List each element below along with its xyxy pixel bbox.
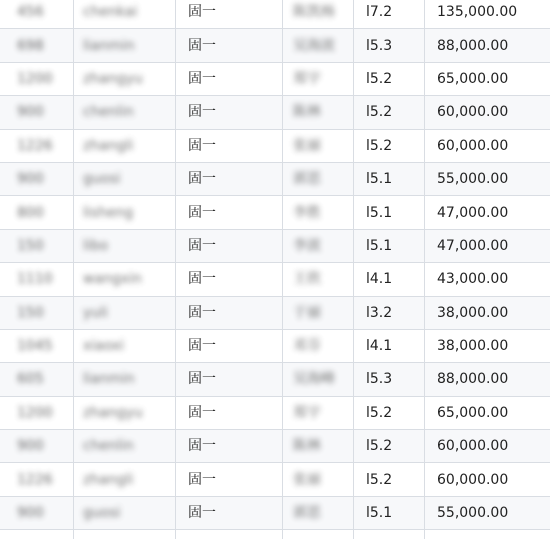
username-cell xyxy=(74,496,176,529)
table-row xyxy=(0,96,550,129)
table-row xyxy=(0,396,550,429)
type-cell-text: 固一 xyxy=(188,505,216,522)
salary-cell-text: 65,000.00 xyxy=(437,404,509,421)
level-cell xyxy=(354,62,425,95)
name-cell xyxy=(283,29,354,62)
table-row xyxy=(0,263,550,296)
level-cell-text: l5.3 xyxy=(366,371,393,388)
name-cell xyxy=(283,430,354,463)
type-cell-text: 固一 xyxy=(188,104,216,121)
id-cell-text: 456 xyxy=(17,4,44,21)
salary-cell xyxy=(425,229,550,262)
type-cell xyxy=(176,62,283,95)
salary-cell-text: 60,000.00 xyxy=(437,471,509,488)
salary-cell-text: 55,000.00 xyxy=(437,505,509,522)
username-cell xyxy=(74,129,176,162)
id-cell xyxy=(0,129,74,162)
salary-cell xyxy=(425,530,550,539)
name-cell-text: 陈林 xyxy=(293,438,321,455)
level-cell-text: l5.2 xyxy=(366,404,393,421)
table-row xyxy=(0,530,550,539)
salary-cell xyxy=(425,96,550,129)
username-cell-text: zhangli xyxy=(83,471,134,488)
level-cell xyxy=(354,196,425,229)
level-cell xyxy=(354,430,425,463)
type-cell-text: 固一 xyxy=(188,37,216,54)
type-cell xyxy=(176,129,283,162)
salary-cell-text: 43,000.00 xyxy=(437,271,509,288)
level-cell-text: l5.2 xyxy=(366,104,393,121)
username-cell-text: yuli xyxy=(83,304,108,321)
level-cell xyxy=(354,162,425,195)
level-cell xyxy=(354,329,425,362)
username-cell xyxy=(74,62,176,95)
type-cell xyxy=(176,396,283,429)
username-cell xyxy=(74,196,176,229)
type-cell xyxy=(176,96,283,129)
table-row xyxy=(0,162,550,195)
id-cell xyxy=(0,263,74,296)
name-cell xyxy=(283,329,354,362)
level-cell xyxy=(354,530,425,539)
name-cell-text: 郑宇 xyxy=(293,70,321,87)
level-cell xyxy=(354,0,425,29)
name-cell-text: 王欣 xyxy=(293,271,321,288)
id-cell-text: 1226 xyxy=(17,137,53,154)
salary-cell-text: 88,000.00 xyxy=(437,37,509,54)
username-cell xyxy=(74,396,176,429)
table-row xyxy=(0,29,550,62)
name-cell-text: 于丽 xyxy=(293,304,321,321)
level-cell xyxy=(354,229,425,262)
salary-cell-text: 60,000.00 xyxy=(437,104,509,121)
name-cell-text: 邓芬 xyxy=(293,338,321,355)
id-cell-text: 1226 xyxy=(17,471,53,488)
username-cell-text: lisheng xyxy=(83,204,134,221)
type-cell xyxy=(176,229,283,262)
id-cell xyxy=(0,162,74,195)
username-cell-text: chenkai xyxy=(83,4,138,21)
id-cell xyxy=(0,196,74,229)
level-cell xyxy=(354,463,425,496)
username-cell xyxy=(74,162,176,195)
username-cell xyxy=(74,96,176,129)
name-cell xyxy=(283,496,354,529)
id-cell xyxy=(0,229,74,262)
level-cell xyxy=(354,496,425,529)
salary-cell xyxy=(425,329,550,362)
salary-cell xyxy=(425,0,550,29)
id-cell xyxy=(0,296,74,329)
type-cell xyxy=(176,496,283,529)
salary-cell-text: 38,000.00 xyxy=(437,338,509,355)
type-cell-text: 固一 xyxy=(188,171,216,188)
salary-cell-text: 38,000.00 xyxy=(437,304,509,321)
id-cell xyxy=(0,463,74,496)
level-cell xyxy=(354,296,425,329)
level-cell xyxy=(354,363,425,396)
name-cell-text: 张丽 xyxy=(293,137,321,154)
level-cell-text: l4.1 xyxy=(366,338,393,355)
name-cell xyxy=(283,263,354,296)
name-cell-text: 李波 xyxy=(293,237,321,254)
id-cell xyxy=(0,29,74,62)
username-cell xyxy=(74,329,176,362)
name-cell-text: 李胜 xyxy=(293,204,321,221)
type-cell-text: 固一 xyxy=(188,4,216,21)
id-cell-text: 150 xyxy=(17,304,44,321)
salary-cell-text: 88,000.00 xyxy=(437,371,509,388)
salary-cell xyxy=(425,29,550,62)
level-cell xyxy=(354,129,425,162)
id-cell-text: 1200 xyxy=(17,404,53,421)
id-cell-text: 698 xyxy=(17,37,44,54)
salary-cell xyxy=(425,430,550,463)
username-cell-text: guosi xyxy=(83,505,121,522)
username-cell xyxy=(74,463,176,496)
name-cell xyxy=(283,396,354,429)
salary-cell-text: 60,000.00 xyxy=(437,137,509,154)
name-cell-text: 吴海波 xyxy=(293,37,335,54)
type-cell-text: 固一 xyxy=(188,137,216,154)
id-cell xyxy=(0,96,74,129)
salary-cell xyxy=(425,396,550,429)
type-cell-text: 固一 xyxy=(188,204,216,221)
level-cell-text: l7.2 xyxy=(366,4,393,21)
username-cell xyxy=(74,363,176,396)
id-cell-text: 900 xyxy=(17,171,44,188)
username-cell-text: guosi xyxy=(83,171,121,188)
id-cell xyxy=(0,496,74,529)
table-row xyxy=(0,430,550,463)
id-cell-text: 900 xyxy=(17,438,44,455)
type-cell xyxy=(176,530,283,539)
type-cell xyxy=(176,329,283,362)
id-cell xyxy=(0,0,74,29)
level-cell-text: l5.3 xyxy=(366,37,393,54)
salary-cell-text: 65,000.00 xyxy=(437,70,509,87)
name-cell xyxy=(283,129,354,162)
salary-cell xyxy=(425,496,550,529)
type-cell-text: 固一 xyxy=(188,471,216,488)
type-cell-text: 固一 xyxy=(188,237,216,254)
name-cell-text: 吴海峰 xyxy=(293,371,335,388)
username-cell-text: zhangyu xyxy=(83,404,143,421)
username-cell xyxy=(74,430,176,463)
id-cell xyxy=(0,62,74,95)
table-row xyxy=(0,463,550,496)
type-cell-text: 固一 xyxy=(188,304,216,321)
id-cell-text: 900 xyxy=(17,104,44,121)
name-cell-text: 张丽 xyxy=(293,471,321,488)
salary-cell xyxy=(425,129,550,162)
id-cell xyxy=(0,396,74,429)
name-cell-text: 郭思 xyxy=(293,505,321,522)
name-cell-text: 郑宇 xyxy=(293,404,321,421)
name-cell-text: 郭思 xyxy=(293,171,321,188)
salary-cell-text: 47,000.00 xyxy=(437,204,509,221)
table-row xyxy=(0,229,550,262)
table-row xyxy=(0,0,550,29)
type-cell xyxy=(176,162,283,195)
type-cell-text: 固一 xyxy=(188,404,216,421)
salary-cell xyxy=(425,463,550,496)
username-cell-text: wangxin xyxy=(83,271,142,288)
type-cell xyxy=(176,29,283,62)
salary-cell xyxy=(425,296,550,329)
type-cell xyxy=(176,196,283,229)
salary-cell xyxy=(425,196,550,229)
id-cell xyxy=(0,329,74,362)
salary-cell-text: 135,000.00 xyxy=(437,4,518,21)
username-cell-text: lianmin xyxy=(83,37,135,54)
type-cell-text: 固一 xyxy=(188,371,216,388)
salary-cell-text: 55,000.00 xyxy=(437,171,509,188)
level-cell-text: l4.1 xyxy=(366,271,393,288)
level-cell xyxy=(354,263,425,296)
name-cell xyxy=(283,0,354,29)
level-cell-text: l5.2 xyxy=(366,471,393,488)
username-cell xyxy=(74,0,176,29)
id-cell-text: 1200 xyxy=(17,70,53,87)
username-cell-text: chenlin xyxy=(83,104,134,121)
name-cell xyxy=(283,62,354,95)
name-cell xyxy=(283,363,354,396)
table-row xyxy=(0,363,550,396)
name-cell xyxy=(283,296,354,329)
username-cell-text: zhangli xyxy=(83,137,134,154)
username-cell-text: chenlin xyxy=(83,438,134,455)
type-cell-text: 固一 xyxy=(188,70,216,87)
username-cell-text: libo xyxy=(83,237,109,254)
type-cell xyxy=(176,296,283,329)
table-row xyxy=(0,296,550,329)
username-cell xyxy=(74,263,176,296)
name-cell-text: 陈林 xyxy=(293,104,321,121)
table-row xyxy=(0,196,550,229)
type-cell xyxy=(176,0,283,29)
type-cell xyxy=(176,430,283,463)
salary-cell-text: 47,000.00 xyxy=(437,237,509,254)
salary-cell xyxy=(425,62,550,95)
id-cell-text: 1110 xyxy=(17,271,53,288)
name-cell xyxy=(283,162,354,195)
level-cell-text: l3.2 xyxy=(366,304,393,321)
level-cell-text: l5.1 xyxy=(366,204,393,221)
level-cell xyxy=(354,96,425,129)
table-row xyxy=(0,496,550,529)
level-cell xyxy=(354,29,425,62)
username-cell-text: xiaoxi xyxy=(83,338,125,355)
name-cell-text: 陈凯杨 xyxy=(293,4,335,21)
salary-cell xyxy=(425,363,550,396)
table-row xyxy=(0,62,550,95)
username-cell xyxy=(74,296,176,329)
type-cell-text: 固一 xyxy=(188,338,216,355)
salary-cell-text: 60,000.00 xyxy=(437,438,509,455)
salary-cell xyxy=(425,263,550,296)
username-cell xyxy=(74,530,176,539)
salary-cell xyxy=(425,162,550,195)
level-cell-text: l5.2 xyxy=(366,438,393,455)
type-cell xyxy=(176,263,283,296)
level-cell-text: l5.1 xyxy=(366,171,393,188)
level-cell-text: l5.2 xyxy=(366,70,393,87)
username-cell xyxy=(74,29,176,62)
id-cell-text: 150 xyxy=(17,237,44,254)
id-cell xyxy=(0,430,74,463)
type-cell xyxy=(176,463,283,496)
level-cell xyxy=(354,396,425,429)
type-cell xyxy=(176,363,283,396)
id-cell-text: 1045 xyxy=(17,338,53,355)
table-row xyxy=(0,329,550,362)
type-cell-text: 固一 xyxy=(188,438,216,455)
name-cell xyxy=(283,463,354,496)
name-cell xyxy=(283,96,354,129)
level-cell-text: l5.1 xyxy=(366,237,393,254)
id-cell xyxy=(0,530,74,539)
id-cell xyxy=(0,363,74,396)
username-cell xyxy=(74,229,176,262)
id-cell-text: 605 xyxy=(17,371,44,388)
level-cell-text: l5.1 xyxy=(366,505,393,522)
name-cell xyxy=(283,229,354,262)
id-cell-text: 900 xyxy=(17,505,44,522)
table-row xyxy=(0,129,550,162)
name-cell xyxy=(283,196,354,229)
id-cell-text: 800 xyxy=(17,204,44,221)
name-cell xyxy=(283,530,354,539)
level-cell-text: l5.2 xyxy=(366,137,393,154)
type-cell-text: 固一 xyxy=(188,271,216,288)
username-cell-text: zhangyu xyxy=(83,70,143,87)
username-cell-text: lianmin xyxy=(83,371,135,388)
